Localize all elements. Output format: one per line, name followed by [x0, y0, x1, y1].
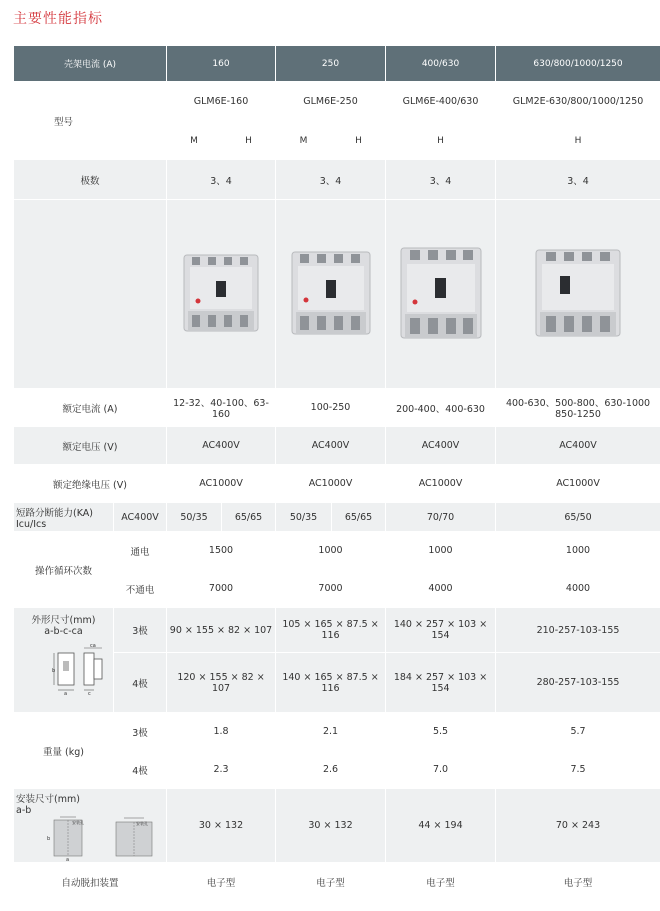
model-value: GLM6E-400/630: [386, 82, 496, 122]
page-title: 主要性能指标: [13, 11, 103, 27]
weight-3p-value: 5.5: [386, 713, 496, 751]
mounting-value: 30 × 132: [276, 789, 386, 863]
operations-on-value: 1000: [496, 532, 660, 570]
header-col-3: 400/630: [386, 46, 496, 82]
grade-value: H: [496, 122, 660, 160]
header-row: [14, 46, 660, 82]
breaking-label: [14, 503, 114, 532]
model-row: [14, 82, 660, 122]
rated-voltage-value: AC400V: [496, 427, 660, 465]
dimensions-3p-value: 90 × 155 × 82 × 107: [167, 608, 276, 653]
operations-on-value: 1500: [167, 532, 276, 570]
insulation-voltage-value: AC1000V: [386, 465, 496, 503]
model-label: 型号: [14, 82, 114, 160]
breaker-image: [288, 248, 374, 340]
dimensions-label-line1: 外形尺寸(mm): [31, 615, 96, 626]
mounting-value: 70 × 243: [496, 789, 660, 863]
weight-4p-value: 7.0: [386, 751, 496, 789]
weight-4p-value: 7.5: [496, 751, 660, 789]
operations-off-value: 4000: [386, 570, 496, 608]
breaking-condition: AC400V: [114, 503, 167, 532]
rated-voltage-label: 额定电压 (V): [14, 427, 167, 465]
breaking-value: 50/35: [167, 503, 222, 532]
mounting-value: 30 × 132: [167, 789, 276, 863]
dimensions-3p-label: 3极: [114, 608, 167, 653]
fig-label-c: c: [88, 691, 91, 695]
dimensions-label: [14, 608, 114, 713]
breaking-value: 65/50: [496, 503, 660, 532]
dimensions-3p-value: 210-257-103-155: [496, 608, 660, 653]
dimensions-label-line2: a-b-c-ca: [44, 626, 83, 637]
trip-unit-row: [14, 863, 660, 901]
weight-4p-value: 2.3: [167, 751, 276, 789]
insulation-voltage-value: AC1000V: [167, 465, 276, 503]
poles-value: 3、4: [276, 160, 386, 200]
operations-on-label: 通电: [114, 532, 167, 570]
mounting-value: 44 × 194: [386, 789, 496, 863]
weight-3p-value: 2.1: [276, 713, 386, 751]
header-col-2: 250: [276, 46, 386, 82]
header-col-1: 160: [167, 46, 276, 82]
trip-unit-value: 电子型: [496, 863, 660, 901]
product-image-160: [167, 200, 276, 389]
dimensions-3p-row: [14, 608, 660, 653]
mounting-dimension-figure: [16, 816, 164, 862]
rated-voltage-value: AC400V: [276, 427, 386, 465]
product-image-630: [496, 200, 660, 389]
dimensions-4p-value: 140 × 165 × 87.5 × 116: [276, 653, 386, 713]
breaking-value: 65/65: [332, 503, 386, 532]
operations-off-value: 4000: [496, 570, 660, 608]
poles-value: 3、4: [386, 160, 496, 200]
operations-label: 操作循环次数: [14, 532, 114, 608]
dimensions-4p-value: 184 × 257 × 103 × 154: [386, 653, 496, 713]
fig-label-ca: ca: [90, 643, 96, 649]
mounting-label-line1: 安装尺寸(mm): [16, 794, 80, 805]
operations-on-row: [14, 532, 660, 570]
grade-value: H: [386, 122, 496, 160]
poles-value: 3、4: [167, 160, 276, 200]
rated-current-line: 400-630、500-800、630-1000: [505, 398, 651, 409]
fig-label-a: a: [64, 691, 68, 695]
insulation-voltage-label: 额定绝缘电压 (V): [14, 465, 167, 503]
fig-hole-label: 安装孔: [72, 820, 84, 825]
rated-current-value: 200-400、400-630: [386, 389, 496, 427]
header-col-4: 630/800/1000/1250: [496, 46, 660, 82]
fig-label-a: a: [66, 857, 70, 862]
rated-voltage-value: AC400V: [386, 427, 496, 465]
model-value: GLM2E-630/800/1000/1250: [496, 82, 660, 122]
fig-label-b: b: [52, 668, 56, 674]
breaking-value: 65/65: [222, 503, 276, 532]
rated-current-row: [14, 389, 660, 427]
operations-on-value: 1000: [386, 532, 496, 570]
grade-value: H: [332, 122, 386, 160]
mounting-label-line2: a-b: [16, 805, 32, 816]
trip-unit-label: 自动脱扣装置: [14, 863, 167, 901]
product-image-row: [14, 200, 660, 389]
rated-current-value: 100-250: [276, 389, 386, 427]
breaking-capacity-row: [14, 503, 660, 532]
weight-3p-value: 1.8: [167, 713, 276, 751]
grade-value: M: [276, 122, 332, 160]
mounting-label: [14, 789, 167, 863]
product-image-250: [276, 200, 386, 389]
trip-unit-value: 电子型: [167, 863, 276, 901]
breaker-image: [397, 244, 485, 344]
dimensions-3p-value: 140 × 257 × 103 × 154: [386, 608, 496, 653]
spec-table: [13, 45, 660, 901]
rated-voltage-value: AC400V: [167, 427, 276, 465]
poles-label: 极数: [14, 160, 167, 200]
mounting-row: [14, 789, 660, 863]
fig-label-b: b: [47, 836, 51, 842]
operations-on-value: 1000: [276, 532, 386, 570]
weight-3p-value: 5.7: [496, 713, 660, 751]
operations-off-value: 7000: [276, 570, 386, 608]
weight-3p-row: [14, 713, 660, 751]
dimensions-3p-value: 105 × 165 × 87.5 × 116: [276, 608, 386, 653]
grade-value: M: [167, 122, 222, 160]
trip-unit-value: 电子型: [276, 863, 386, 901]
breaking-label-line2: Icu/Ics: [16, 518, 47, 530]
dimensions-4p-value: 280-257-103-155: [496, 653, 660, 713]
product-image-400: [386, 200, 496, 389]
rated-current-value: 12-32、40-100、63-160: [167, 389, 276, 427]
fig-hole-label: 安装孔: [136, 821, 148, 826]
model-value: GLM6E-160: [167, 82, 276, 122]
insulation-voltage-value: AC1000V: [276, 465, 386, 503]
breaker-image: [532, 246, 624, 342]
poles-value: 3、4: [496, 160, 660, 200]
dimensions-4p-label: 4极: [114, 653, 167, 713]
weight-label: 重量 (kg): [14, 713, 114, 789]
header-label: 壳架电流 (A): [14, 46, 167, 82]
operations-off-label: 不通电: [114, 570, 167, 608]
rated-voltage-row: [14, 427, 660, 465]
weight-4p-label: 4极: [114, 751, 167, 789]
breaking-value: 50/35: [276, 503, 332, 532]
model-value: GLM6E-250: [276, 82, 386, 122]
trip-unit-value: 电子型: [386, 863, 496, 901]
weight-3p-label: 3极: [114, 713, 167, 751]
poles-row: [14, 160, 660, 200]
weight-4p-value: 2.6: [276, 751, 386, 789]
breaking-value: 70/70: [386, 503, 496, 532]
rated-current-value: [496, 389, 660, 427]
rated-current-line: 850-1250: [555, 409, 601, 420]
breaking-label-line1: 短路分断能力(KA): [16, 507, 93, 519]
breaker-image: [180, 251, 262, 337]
outline-dimension-figure: [52, 643, 112, 695]
insulation-voltage-value: AC1000V: [496, 465, 660, 503]
grade-value: H: [222, 122, 276, 160]
operations-off-value: 7000: [167, 570, 276, 608]
insulation-voltage-row: [14, 465, 660, 503]
dimensions-4p-value: 120 × 155 × 82 × 107: [167, 653, 276, 713]
rated-current-label: 额定电流 (A): [14, 389, 167, 427]
